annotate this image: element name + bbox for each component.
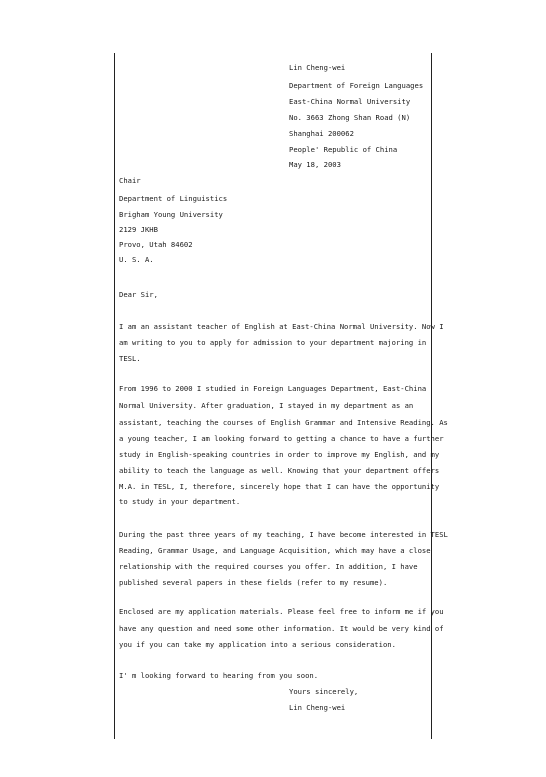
paragraph-line: you if you can take my application into a serious consideration. (119, 640, 396, 649)
paragraph-line: have any question and need some other information. It would be very kind of (119, 624, 444, 633)
paragraph-line: am writing to you to apply for admission to your department majoring in (119, 338, 427, 347)
sender-street: No. 3663 Zhong Shan Road (N) (289, 113, 411, 122)
valediction: Yours sincerely, (289, 687, 359, 696)
sender-city: Shanghai 200062 (289, 129, 354, 138)
recipient-title: Chair (119, 176, 141, 185)
recipient-department: Department of Linguistics (119, 194, 228, 203)
paragraph-line: a young teacher, I am looking forward to getting a chance to have a further (119, 434, 444, 443)
paragraph-line: published several papers in these fields (refer to my resume). (119, 578, 388, 587)
signature-name: Lin Cheng-wei (289, 703, 346, 712)
paragraph-line: During the past three years of my teaching, I have become interested in TESL (119, 530, 448, 539)
paragraph-line: relationship with the required courses you offer. In addition, I have (119, 562, 418, 571)
salutation: Dear Sir, (119, 290, 158, 299)
sender-department: Department of Foreign Languages (289, 81, 424, 90)
paragraph-line: I am an assistant teacher of English at East-China Normal University. Now I (119, 322, 444, 331)
letter-date: May 18, 2003 (289, 160, 341, 169)
paragraph-closing-line: I' m looking forward to hearing from you soon. (119, 671, 319, 680)
sender-university: East-China Normal University (289, 97, 411, 106)
paragraph-line: M.A. in TESL, I, therefore, sincerely hope that I can have the opportunity (119, 482, 440, 491)
paragraph-line: assistant, teaching the courses of English Grammar and Intensive Reading. As (119, 418, 448, 427)
paragraph-line: Reading, Grammar Usage, and Language Acquisition, which may have a close (119, 546, 431, 555)
paragraph-line: Normal University. After graduation, I stayed in my department as an (119, 401, 414, 410)
paragraph-line: to study in your department. (119, 497, 241, 506)
paragraph-line: From 1996 to 2000 I studied in Foreign Languages Department, East-China (119, 384, 427, 393)
recipient-country: U. S. A. (119, 255, 154, 264)
paragraph-line: Enclosed are my application materials. Please feel free to inform me if you (119, 607, 444, 616)
sender-name: Lin Cheng-wei (289, 63, 346, 72)
paragraph-line: TESL. (119, 354, 141, 363)
recipient-university: Brigham Young University (119, 210, 223, 219)
paragraph-line: ability to teach the language as well. Knowing that your department offers (119, 466, 440, 475)
paragraph-line: study in English-speaking countries in order to improve my English, and my (119, 450, 440, 459)
sender-country: People' Republic of China (289, 145, 398, 154)
letter-page (114, 53, 432, 739)
recipient-building: 2129 JKHB (119, 225, 158, 234)
recipient-city: Provo, Utah 84602 (119, 240, 193, 249)
